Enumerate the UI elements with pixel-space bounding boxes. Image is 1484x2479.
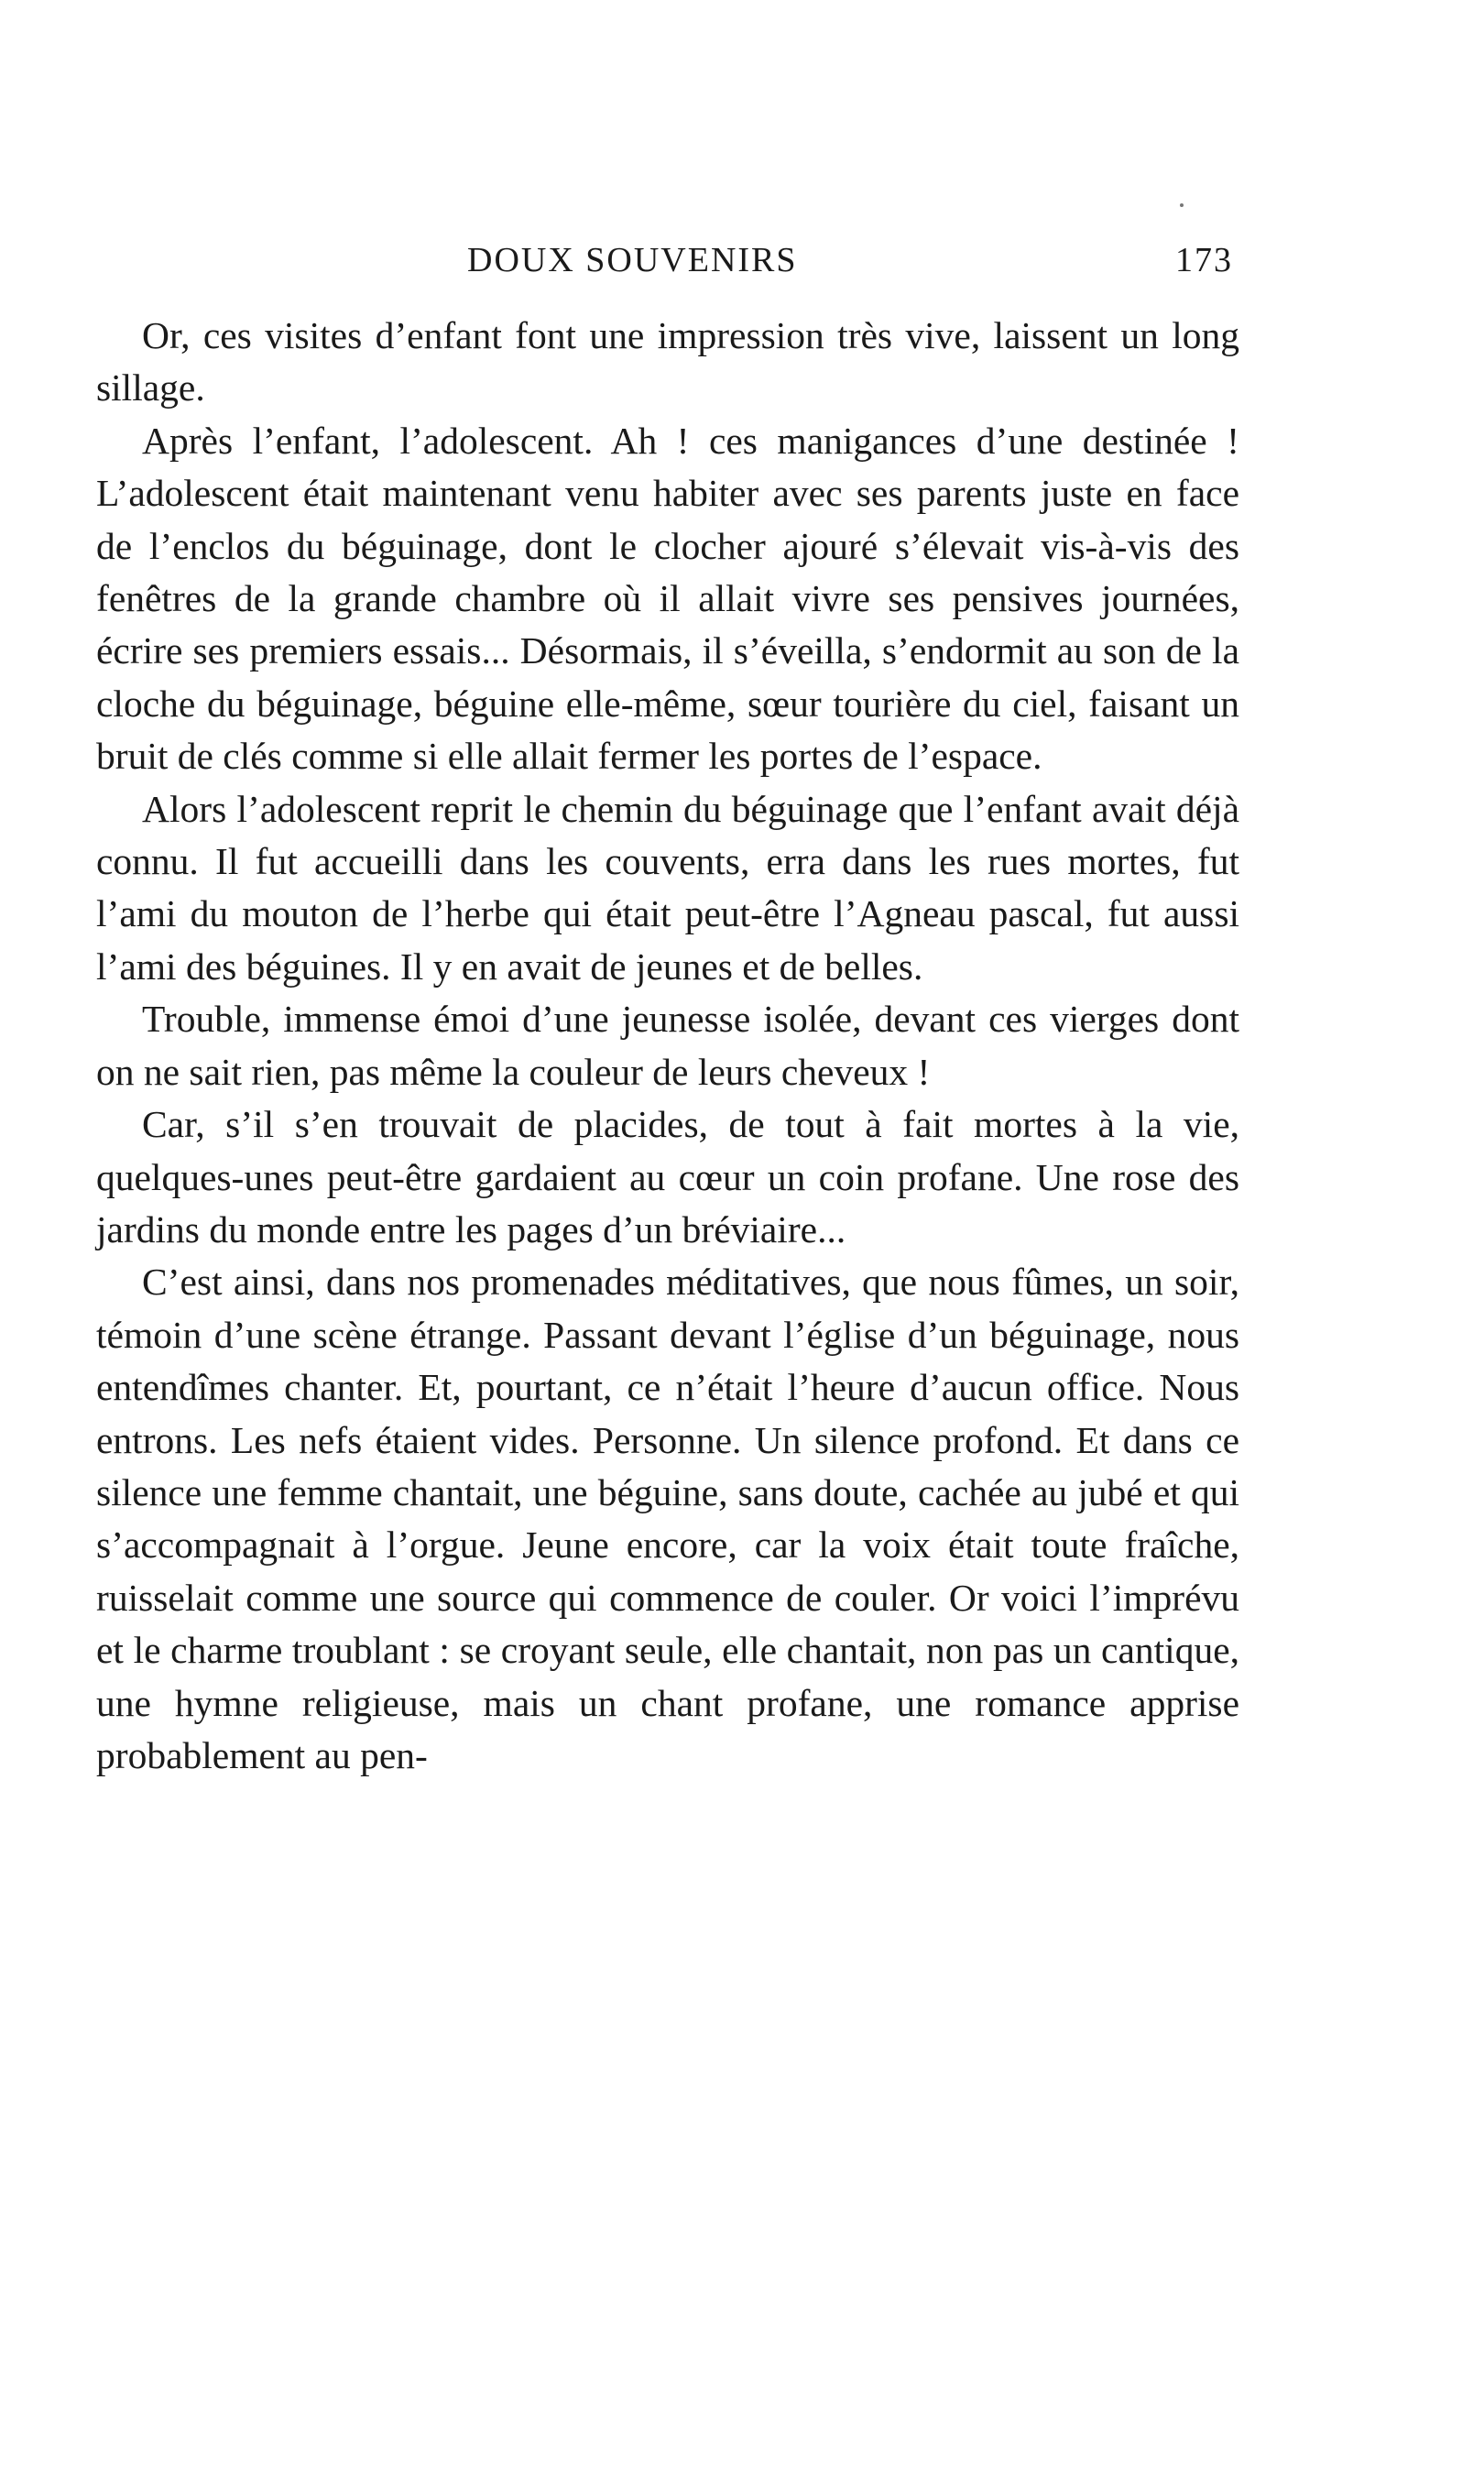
page-number: 173 (1175, 241, 1233, 279)
running-title: DOUX SOUVENIRS (467, 241, 798, 279)
body-text (96, 310, 1239, 1782)
paragraph: Trouble, immense émoi d’une jeunesse isolée, devant ces vierges dont on ne sait rien, pas même la couleur de leurs cheveux ! (96, 998, 1239, 1093)
paper-speck (1180, 203, 1184, 207)
paragraph: Après l’enfant, l’adolescent. Ah ! ces manigances d’une destinée ! L’adolescent était maintenant venu habiter avec ses parents juste en face de l’enclos du béguinage, dont le clocher ajouré s’élevait vis-à-vis des fenêtres de la grande chambre où il allait vivre ses pensives journées, écrire ses premiers essais... Désormais, il s’éveilla, s’endormit au son de la cloche du béguinage, béguine elle-même, sœur tourière du ciel, faisant un bruit de clés comme si elle allait fermer les portes de l’espace. (96, 419, 1239, 778)
running-head (0, 240, 1484, 288)
paragraph: Car, s’il s’en trouvait de placides, de tout à fait mortes à la vie, quelques-unes peut-être gardaient au cœur un coin profane. Une rose des jardins du monde entre les pages d’un bréviaire... (96, 1103, 1239, 1250)
paragraph: C’est ainsi, dans nos promenades méditatives, que nous fûmes, un soir, témoin d’une scène étrange. Passant devant l’église d’un béguinage, nous entendîmes chanter. Et, pourtant, ce n’était l’heure d’aucun office. Nous entrons. Les nefs étaient vides. Personne. Un silence profond. Et dans ce silence une femme chantait, une béguine, sans doute, cachée au jubé et qui s’accompagnait à l’orgue. Jeune encore, car la voix était toute fraîche, ruisselait comme une source qui commence de couler. Or voici l’imprévu et le charme troublant : se croyant seule, elle chantait, non pas un cantique, une hymne religieuse, mais un chant profane, une romance apprise probablement au pen- (96, 1261, 1239, 1776)
paragraph: Alors l’adolescent reprit le chemin du béguinage que l’enfant avait déjà connu. Il fut accueilli dans les couvents, erra dans les rues mortes, fut l’ami du mouton de l’herbe qui était peut-être l’Agneau pascal, fut aussi l’ami des béguines. Il y en avait de jeunes et de belles. (96, 787, 1239, 988)
paragraph: Or, ces visites d’enfant font une impression très vive, laissent un long sillage. (96, 314, 1239, 410)
